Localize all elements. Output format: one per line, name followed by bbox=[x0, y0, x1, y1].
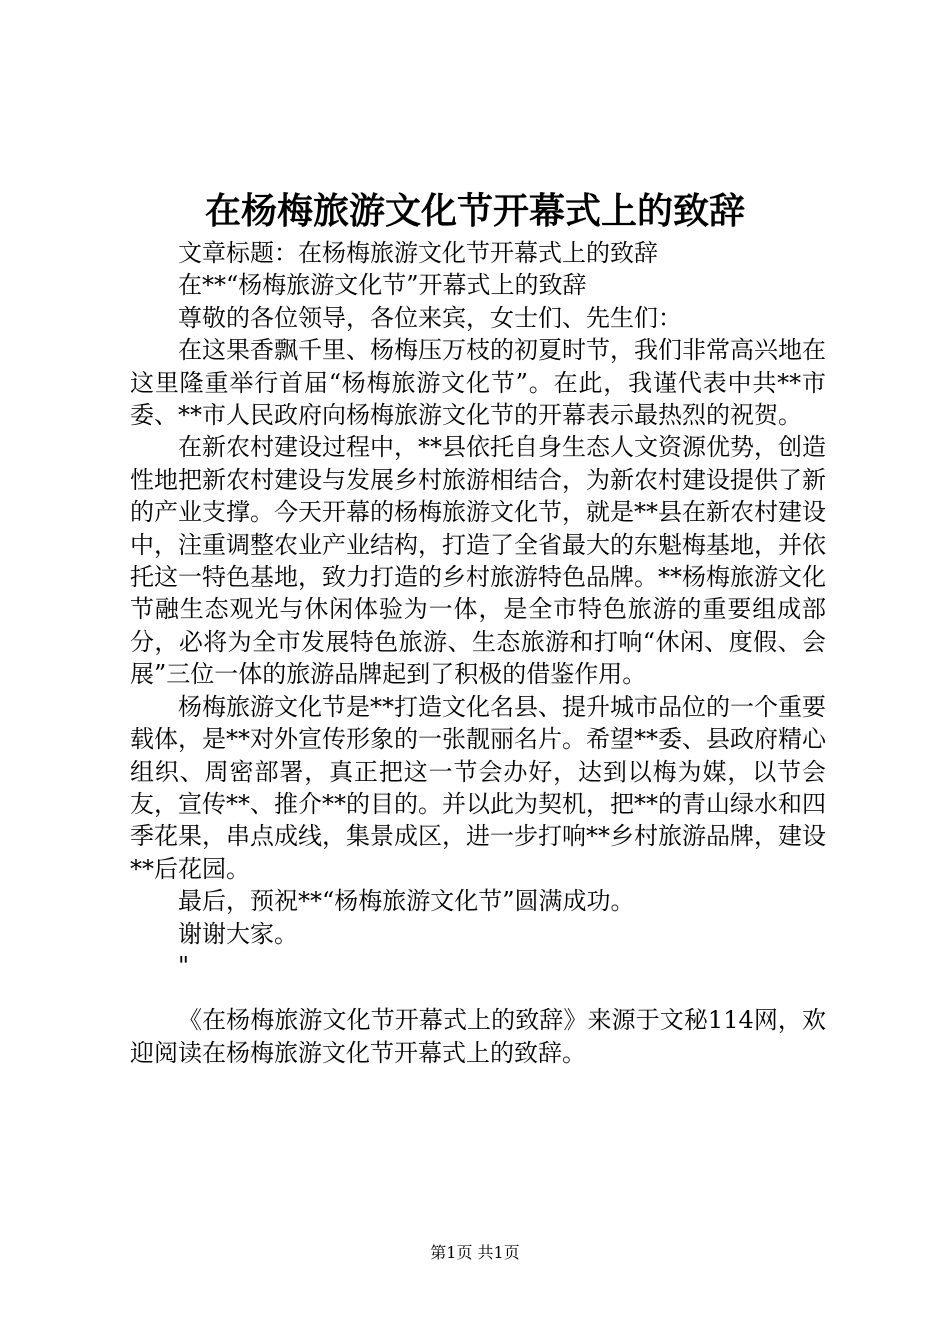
page-footer: 第1页 共1页 bbox=[430, 1243, 520, 1262]
paragraph-article-title: 文章标题：在杨梅旅游文化节开幕式上的致辞 bbox=[178, 239, 658, 267]
paragraph-speech-title: 在**“杨梅旅游文化节”开幕式上的致辞 bbox=[178, 271, 587, 300]
document-body bbox=[130, 237, 826, 1069]
paragraph-closing-wish: 最后，预祝**“杨梅旅游文化节”圆满成功。 bbox=[178, 887, 635, 916]
paragraph-salutation: 尊敬的各位领导，各位来宾，女士们、先生们： bbox=[178, 303, 682, 332]
paragraph-opening: 在这果香飘千里、杨梅压万枝的初夏时节，我们非常高兴地在这里隆重举行首届“杨梅旅游文化节”。在此，我谨代表中共**市委、**市人民政府向杨梅旅游文化节的开幕表示最热烈的祝贺。 bbox=[130, 336, 826, 430]
page-title: 在杨梅旅游文化节开幕式上的致辞 bbox=[204, 190, 745, 232]
paragraph-source-note: 《在杨梅旅游文化节开幕式上的致辞》来源于文秘114网，欢迎阅读在杨梅旅游文化节开幕式上的致辞。 bbox=[130, 1006, 826, 1067]
paragraph-thanks: 谢谢大家。 bbox=[178, 919, 298, 948]
paragraph-quote-mark: " bbox=[178, 951, 190, 980]
paragraph-festival-carrier: 杨梅旅游文化节是**打造文化名县、提升城市品位的一个重要载体，是**对外宣传形象的一张靓丽名片。希望**委、县政府精心组织、周密部署，真正把这一节会办好，达到以梅为媒，以节会友，宣传**、推介**的目的。并以此为契机，把**的青山绿水和四季花果，串点成线，集景成区，进一步打响**乡村旅游品牌，建设**后花园。 bbox=[130, 692, 826, 883]
paragraph-rural-construction: 在新农村建设过程中，**县依托自身生态人文资源优势，创造性地把新农村建设与发展乡村旅游相结合，为新农村建设提供了新的产业支撑。今天开幕的杨梅旅游文化节，就是**县在新农村建设中，注重调整农业产业结构，打造了全省最大的东魁梅基地，并依托这一特色基地，致力打造的乡村旅游特色品牌。**杨梅旅游文化节融生态观光与休闲体验为一体，是全市特色旅游的重要组成部分，必将为全市发展特色旅游、生态旅游和打响“休闲、度假、会展”三位一体的旅游品牌起到了积极的借鉴作用。 bbox=[130, 433, 826, 689]
